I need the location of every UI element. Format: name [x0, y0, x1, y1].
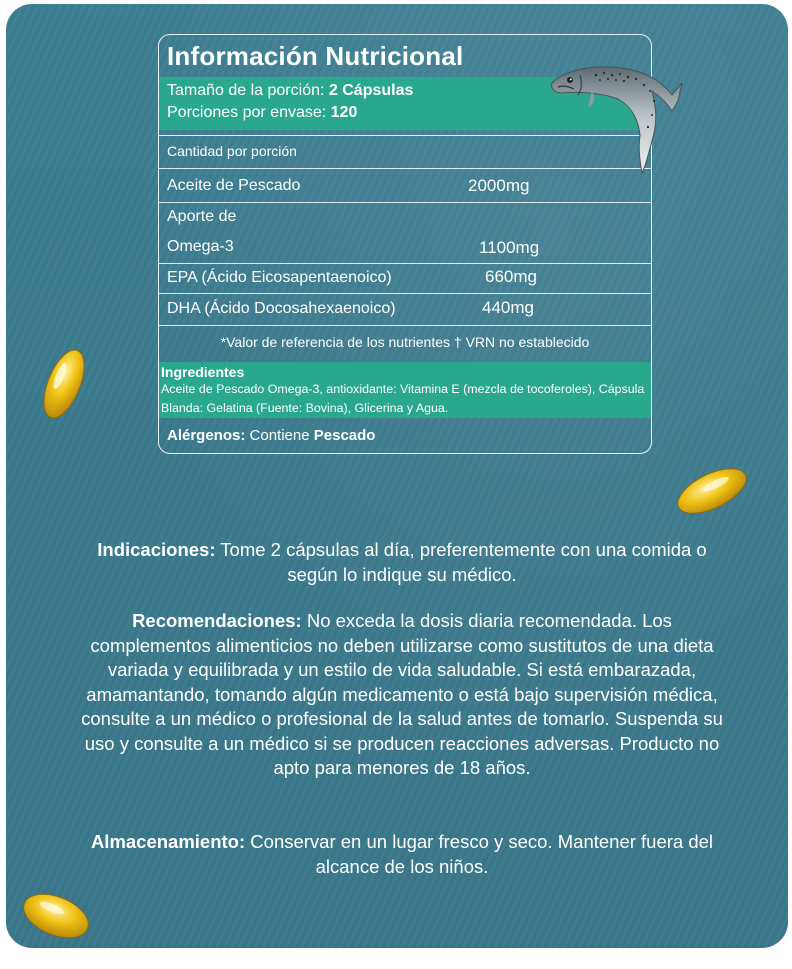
amount-per-serving-label: Cantidad por porción — [167, 143, 297, 159]
storage-text: Conservar en un lugar fresco y seco. Mantener fuera del alcance de los niños. — [250, 831, 714, 877]
nutrient-name-dha: DHA (Ácido Docosahexaenoico) — [167, 300, 396, 317]
recommendations-paragraph — [76, 609, 728, 781]
divider — [159, 202, 651, 203]
storage-paragraph — [76, 830, 728, 879]
nutrient-value-dha: 440mg — [482, 298, 534, 317]
ingredients-text: Aceite de Pescado Omega-3, antioxidante: Vitamina E (mezcla de tocoferoles), Cápsula Blanda: Gelatina (Fuente: Bovina), Glicerina y Agua. — [161, 382, 645, 415]
nutrition-title: Información Nutricional — [167, 41, 464, 71]
ingredients-band — [159, 362, 651, 418]
divider — [159, 325, 651, 326]
storage-label: Almacenamiento: — [90, 831, 246, 852]
fish-oil-capsule-icon — [672, 462, 752, 520]
salmon-fish-icon — [548, 61, 684, 177]
nutrient-name-aporte: Aporte de — [167, 208, 237, 225]
nutrient-name-epa: EPA (Ácido Eicosapentaenoico) — [167, 269, 392, 286]
product-info-card — [6, 4, 788, 948]
allergens-line — [167, 427, 375, 444]
indications-paragraph — [76, 538, 728, 587]
fish-oil-capsule-icon — [36, 346, 92, 422]
nutrient-value-epa: 660mg — [485, 267, 537, 286]
servings-per-container-line — [167, 104, 357, 122]
nutrient-name-fish-oil: Aceite de Pescado — [167, 177, 301, 194]
indications-text: Tome 2 cápsulas al día, preferentemente con una comida o según lo indique su médico. — [220, 539, 707, 585]
indications-label: Indicaciones: — [97, 539, 216, 560]
servings-per-container-value: 120 — [330, 104, 358, 121]
divider — [159, 263, 651, 264]
nutrient-value-fish-oil: 2000mg — [468, 176, 530, 195]
serving-size-label: Tamaño de la porción: — [167, 82, 325, 99]
nutrient-value-omega3: 1100mg — [479, 238, 540, 257]
fish-oil-capsule-icon — [18, 884, 94, 948]
allergens-text: Contiene — [249, 427, 310, 444]
reference-note: *Valor de referencia de los nutrientes † VRN no establecido — [220, 334, 590, 350]
serving-size-line — [167, 82, 413, 100]
servings-per-container-label: Porciones por envase: — [167, 104, 327, 121]
divider — [159, 293, 651, 294]
nutrient-name-omega3: Omega-3 — [167, 238, 234, 255]
allergens-label: Alérgenos: — [167, 427, 246, 444]
recommendations-text: No exceda la dosis diaria recomendada. Los complementos alimenticios no deben utilizarse como sustitutos de una dieta variada y equilibrada y un estilo de vida saludable. Si está embarazada, amamantando, tomando algún medicamento o está bajo supervisión médica, consulte a un médico o profesional de la salud antes de tomarlo. Suspenda su uso y consulte a un médico si se producen reacciones adversas. Producto no apto para menores de 18 años. — [81, 610, 723, 778]
serving-size-value: 2 Cápsulas — [328, 82, 414, 99]
recommendations-label: Recomendaciones: — [132, 610, 302, 631]
ingredients-title: Ingredientes — [161, 364, 245, 380]
allergens-value: Pescado — [313, 427, 376, 444]
